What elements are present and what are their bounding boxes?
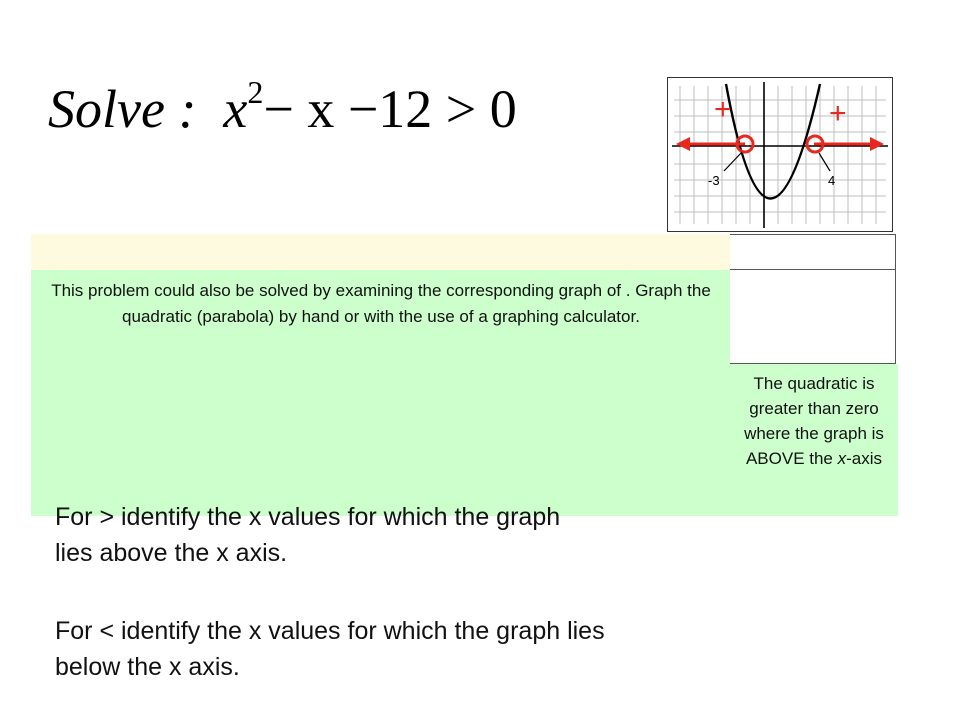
yellow-header-band bbox=[31, 234, 730, 270]
plus-right-label: + bbox=[829, 97, 847, 130]
side-note-part2: -axis bbox=[846, 449, 883, 468]
table-cell-middle bbox=[730, 270, 896, 364]
side-note bbox=[732, 371, 896, 471]
less-than-rule: For < identify the x values for which the graph lies below the x axis. bbox=[55, 617, 605, 681]
left-arrow-icon bbox=[676, 137, 690, 151]
right-arrow-icon bbox=[870, 137, 884, 151]
parabola-graph-svg bbox=[668, 78, 892, 231]
equation-rest: − x −12 > 0 bbox=[263, 79, 517, 139]
left-pointer bbox=[724, 152, 742, 171]
parabola-graph bbox=[667, 77, 893, 232]
side-note-part1: The quadratic is greater than zero where the graph is ABOVE the bbox=[744, 374, 884, 468]
grid bbox=[674, 86, 886, 224]
equation-exponent: 2 bbox=[247, 74, 264, 110]
equation-title bbox=[48, 74, 517, 140]
plus-left-label: + bbox=[714, 93, 732, 126]
side-note-axis-word: x bbox=[837, 449, 847, 468]
table-cell-top bbox=[730, 234, 896, 270]
solve-label: Solve : bbox=[48, 79, 197, 139]
root-right-label: 4 bbox=[828, 173, 836, 188]
arrows bbox=[676, 137, 884, 151]
root-left-label: -3 bbox=[708, 173, 720, 188]
equation-base: x bbox=[223, 79, 248, 139]
info-paragraph: This problem could also be solved by examining the corresponding graph of . Graph the quadratic (parabola) by hand or with the use of a graphing calculator. bbox=[51, 281, 711, 326]
greater-than-rule: For > identify the x values for which the graph lies above the x axis. bbox=[55, 503, 561, 567]
right-pointer bbox=[819, 153, 830, 171]
